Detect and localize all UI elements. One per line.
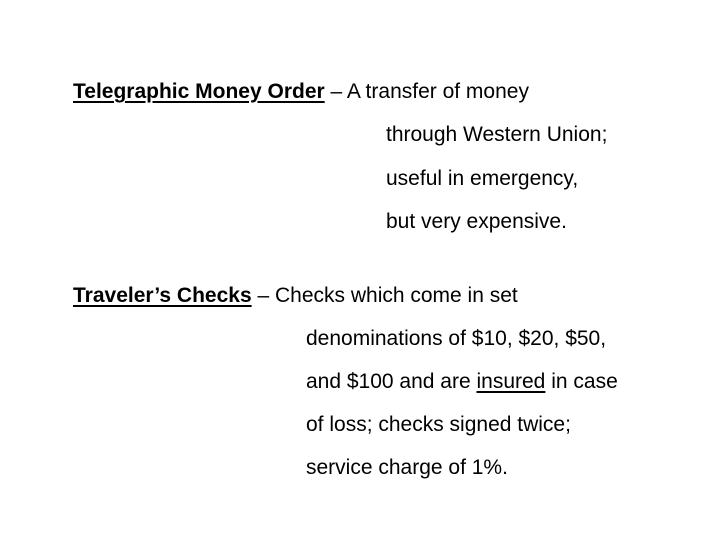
text-segment: and $100 and are xyxy=(306,370,477,393)
definition-text: A transfer of money xyxy=(346,80,529,103)
definition-continuation-line: service charge of 1%. xyxy=(306,456,508,479)
definition-continuation-line: denominations of $10, $20, $50, xyxy=(306,327,607,350)
definition-continuation-line: useful in emergency, xyxy=(386,167,579,190)
emphasized-word-insured: insured xyxy=(476,370,546,393)
text-segment: in case xyxy=(545,370,618,393)
term-telegraphic-money-order: Telegraphic Money Order xyxy=(73,80,325,103)
term-separator: – xyxy=(324,80,347,103)
definition-continuation-line xyxy=(306,370,618,394)
definition-continuation-line: through Western Union; xyxy=(386,123,608,146)
term-travelers-checks: Traveler’s Checks xyxy=(73,284,252,307)
definition-continuation-line: but very expensive. xyxy=(386,210,567,233)
term-separator: – xyxy=(251,284,275,307)
definition-continuation-line: of loss; checks signed twice; xyxy=(306,413,571,436)
definition-heading-line xyxy=(73,80,529,104)
definition-text: Checks which come in set xyxy=(274,284,518,307)
definition-heading-line xyxy=(73,284,518,308)
